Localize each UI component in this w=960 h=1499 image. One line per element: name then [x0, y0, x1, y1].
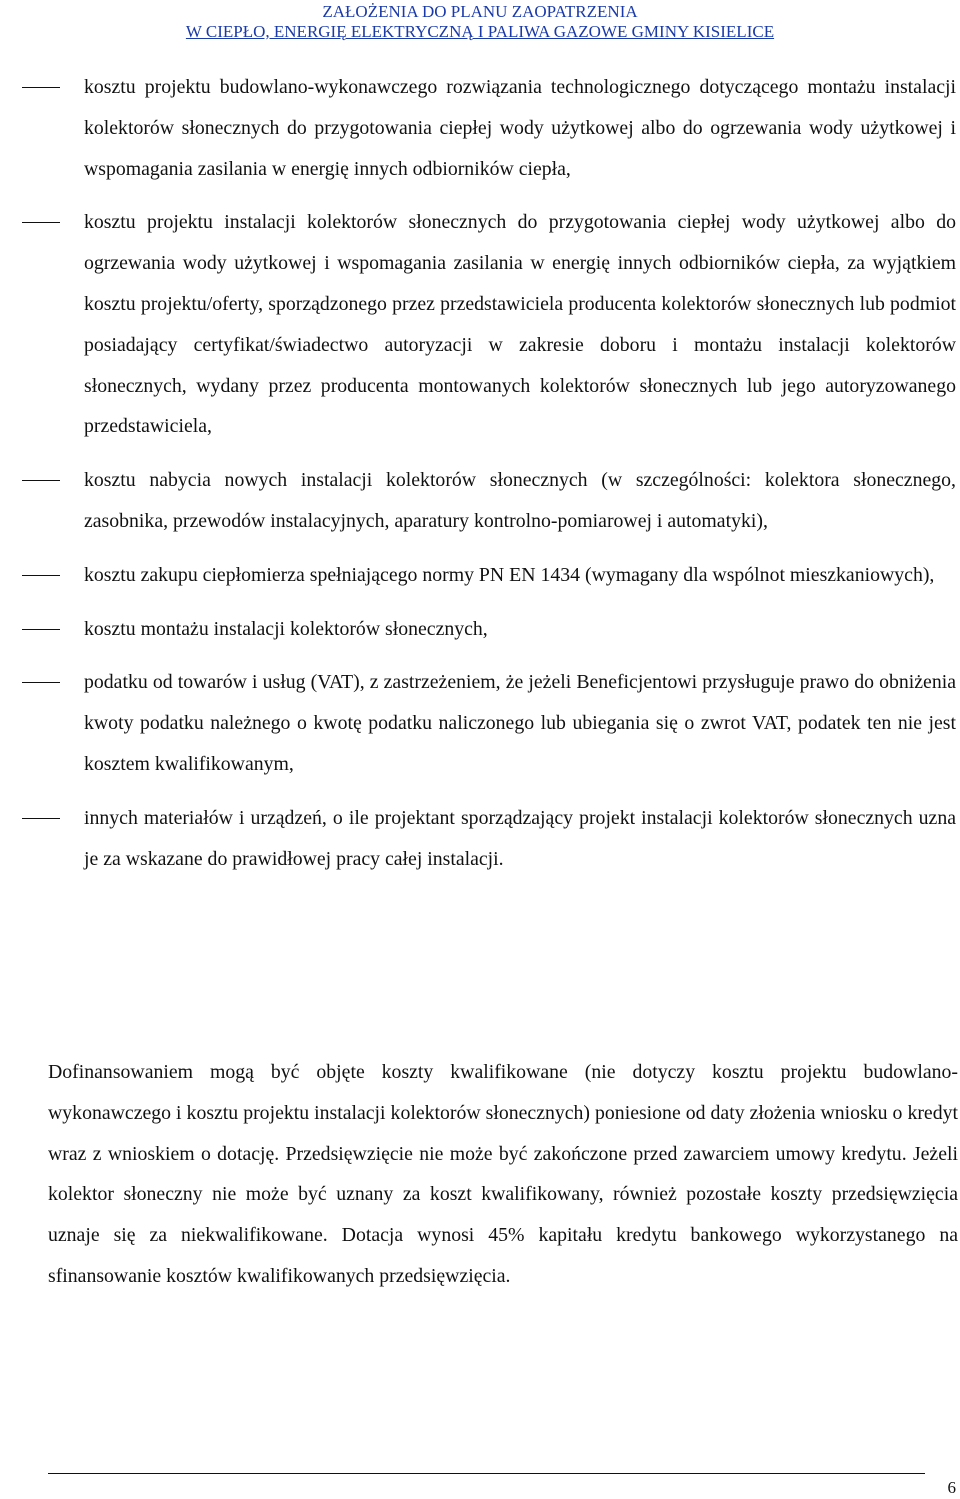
- footer-rule: [48, 1473, 925, 1474]
- list-item: [0, 662, 960, 784]
- dash-bullet: [22, 629, 60, 630]
- list-item: [0, 798, 960, 880]
- list-item-text: innych materiałów i urządzeń, o ile projektant sporządzający projekt instalacji kolektorów słonecznych uzna je za wskazane do prawidłowej pracy całej instalacji.: [84, 806, 956, 870]
- dash-bullet: [22, 480, 60, 481]
- list-item-text: podatku od towarów i usług (VAT), z zastrzeżeniem, że jeżeli Beneficjentowi przysługuje prawo do obniżenia kwoty podatku należnego o kwotę podatku naliczonego lub ubiegania się o zwrot VAT, podatek ten nie jest kosztem kwalifikowanym,: [84, 671, 956, 775]
- list-item: [0, 202, 960, 447]
- dash-bullet: [22, 87, 60, 88]
- list-item: [0, 609, 960, 650]
- list-item: [0, 555, 960, 596]
- dash-bullet: [22, 222, 60, 223]
- list-item-text: kosztu projektu instalacji kolektorów słonecznych do przygotowania ciepłej wody użytkowej albo do ogrzewania wody użytkowej i wspomagania zasilania w energię innych odbiorników ciepła, za wyjątkiem kosztu projektu/oferty, sporządzonego przez przedstawiciela producenta kolektorów słonecznych lub podmiot posiadający certyfikat/świadectwo autoryzacji w zakresie doboru i montażu instalacji kolektorów słonecznych, wydany przez producenta montowanych kolektorów słonecznych lub jego autoryzowanego przedstawiciela,: [84, 211, 956, 438]
- list-item-text: kosztu zakupu ciepłomierza spełniającego normy PN EN 1434 (wymagany dla wspólnot mieszkaniowych),: [84, 563, 935, 586]
- page-header: [0, 2, 960, 42]
- list-item-text: kosztu projektu budowlano-wykonawczego rozwiązania technologicznego dotyczącego montażu instalacji kolektorów słonecznych do przygotowania ciepłej wody użytkowej albo do ogrzewania wody użytkowej i wspomagania zasilania w energię innych odbiorników ciepła,: [84, 76, 956, 180]
- cost-list: [0, 67, 960, 892]
- header-title-line2: W CIEPŁO, ENERGIĘ ELEKTRYCZNĄ I PALIWA GAZOWE GMINY KISIELICE: [185, 22, 775, 41]
- body-paragraph: Dofinansowaniem mogą być objęte koszty kwalifikowane (nie dotyczy kosztu projektu budowlano-wykonawczego i kosztu projektu instalacji kolektorów słonecznych) poniesione od daty złożenia wniosku o kredyt wraz z wnioskiem o dotację. Przedsięwzięcie nie może być zakończone przed zawarciem umowy kredytu. Jeżeli kolektor słoneczny nie może być uznany za koszt kwalifikowany, również pozostałe koszty przedsięwzięcia uznaje się za niekwalifikowane. Dotacja wynosi 45% kapitału kredytu bankowego wykorzystanego na sfinansowanie kosztów kwalifikowanych przedsięwzięcia.: [48, 1061, 958, 1287]
- dash-bullet: [22, 575, 60, 576]
- list-item-text: kosztu montażu instalacji kolektorów słonecznych,: [84, 617, 488, 640]
- header-title-line1: ZAŁOŻENIA DO PLANU ZAOPATRZENIA: [322, 2, 638, 21]
- page-number: 6: [947, 1478, 956, 1497]
- dash-bullet: [22, 682, 60, 683]
- dash-bullet: [22, 818, 60, 819]
- list-item: [0, 460, 960, 542]
- list-item: [0, 67, 960, 189]
- list-item-text: kosztu nabycia nowych instalacji kolektorów słonecznych (w szczególności: kolektora słonecznego, zasobnika, przewodów instalacyjnych, aparatury kontrolno-pomiarowej i automatyki),: [84, 469, 956, 532]
